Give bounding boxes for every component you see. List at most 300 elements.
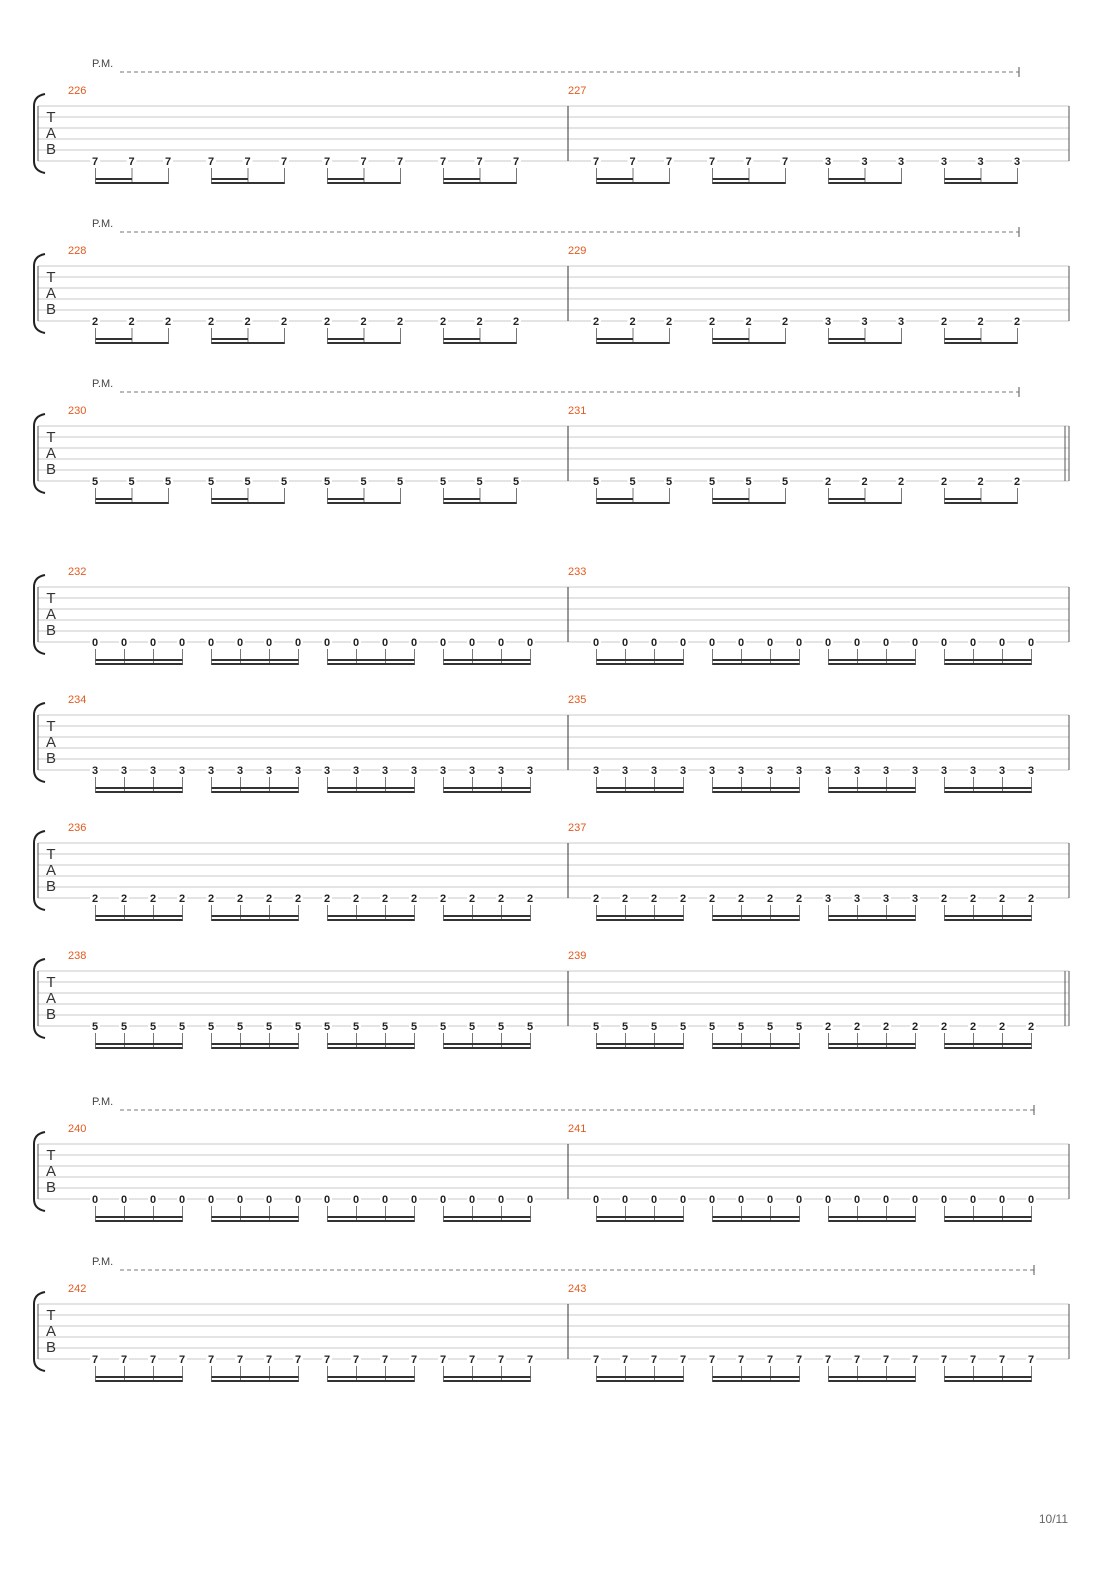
- fret-number: 3: [468, 765, 476, 777]
- fret-number: 3: [911, 893, 919, 905]
- fret-number: 2: [940, 893, 948, 905]
- beam-secondary: [444, 915, 531, 917]
- fret-number: 7: [178, 1354, 186, 1366]
- beam-secondary: [212, 498, 249, 500]
- beam-primary: [212, 919, 299, 921]
- beam-secondary: [96, 1216, 183, 1218]
- fret-number: 2: [164, 316, 172, 328]
- tab-clef-letter: A: [45, 734, 57, 751]
- tab-clef-letter: B: [45, 750, 57, 767]
- fret-number: 2: [853, 1021, 861, 1033]
- fret-number: 7: [665, 156, 673, 168]
- fret-number: 3: [526, 765, 534, 777]
- fret-number: 0: [708, 637, 716, 649]
- fret-number: 2: [207, 893, 215, 905]
- beam-primary: [713, 919, 800, 921]
- palm-mute-label: P.M.: [92, 378, 114, 390]
- beam-secondary: [96, 1043, 183, 1045]
- fret-number: 0: [236, 1194, 244, 1206]
- fret-number: 5: [737, 1021, 745, 1033]
- beam-secondary: [96, 498, 133, 500]
- tab-clef-letter: T: [46, 1307, 56, 1324]
- fret-number: 0: [998, 1194, 1006, 1206]
- bar-number: 230: [68, 405, 87, 417]
- beam-secondary: [328, 1043, 415, 1045]
- beam-primary: [829, 1047, 916, 1049]
- fret-number: 7: [149, 1354, 157, 1366]
- beam-primary: [829, 791, 916, 793]
- beam-primary: [444, 663, 531, 665]
- fret-number: 7: [998, 1354, 1006, 1366]
- fret-number: 3: [323, 765, 331, 777]
- fret-number: 7: [120, 1354, 128, 1366]
- fret-number: 0: [381, 1194, 389, 1206]
- beam-secondary: [96, 1376, 183, 1378]
- fret-number: 2: [650, 893, 658, 905]
- bar-number: 239: [568, 950, 587, 962]
- fret-number: 0: [737, 637, 745, 649]
- fret-number: 5: [476, 476, 483, 488]
- beam-primary: [713, 663, 800, 665]
- beam-primary: [713, 791, 800, 793]
- fret-number: 5: [323, 1021, 331, 1033]
- tab-clef-letter: A: [45, 606, 57, 623]
- beam-primary: [328, 791, 415, 793]
- beam-secondary: [829, 1376, 916, 1378]
- bar-number: 229: [568, 245, 587, 257]
- tab-clef-letter: B: [45, 461, 57, 478]
- fret-number: 3: [1027, 765, 1035, 777]
- fret-number: 7: [294, 1354, 302, 1366]
- beam-primary: [597, 1380, 684, 1382]
- beam-secondary: [829, 498, 866, 500]
- fret-number: 2: [882, 1021, 890, 1033]
- fret-number: 7: [940, 1354, 948, 1366]
- beam-primary: [945, 182, 1018, 184]
- fret-number: 7: [323, 1354, 331, 1366]
- beam-primary: [444, 1220, 531, 1222]
- fret-number: 3: [352, 765, 360, 777]
- beam-primary: [96, 502, 169, 504]
- beam-primary: [444, 919, 531, 921]
- fret-number: 7: [396, 156, 404, 168]
- tab-clef-letter: T: [46, 429, 56, 446]
- fret-number: 5: [323, 476, 331, 488]
- fret-number: 2: [91, 893, 99, 905]
- fret-number: 3: [853, 765, 861, 777]
- beam-secondary: [829, 787, 916, 789]
- fret-number: 3: [998, 765, 1006, 777]
- bar-number: 234: [68, 694, 87, 706]
- fret-number: 2: [236, 893, 244, 905]
- beam-secondary: [945, 1376, 1032, 1378]
- beam-secondary: [212, 787, 299, 789]
- beam-primary: [713, 182, 786, 184]
- fret-number: 0: [497, 637, 505, 649]
- fret-number: 3: [795, 765, 803, 777]
- fret-number: 7: [439, 1354, 447, 1366]
- beam-primary: [597, 791, 684, 793]
- beam-secondary: [444, 1216, 531, 1218]
- fret-number: 2: [294, 893, 302, 905]
- tab-clef-letter: B: [45, 141, 57, 158]
- fret-number: 3: [178, 765, 186, 777]
- fret-number: 5: [178, 1021, 186, 1033]
- beam-secondary: [945, 787, 1032, 789]
- beam-primary: [96, 1380, 183, 1382]
- beam-secondary: [597, 178, 634, 180]
- tab-clef-letter: T: [46, 718, 56, 735]
- fret-number: 3: [977, 156, 984, 168]
- fret-number: 3: [410, 765, 418, 777]
- fret-number: 0: [766, 1194, 774, 1206]
- fret-number: 5: [526, 1021, 534, 1033]
- beam-secondary: [597, 1216, 684, 1218]
- fret-number: 0: [679, 1194, 687, 1206]
- fret-number: 3: [911, 765, 919, 777]
- beam-secondary: [597, 915, 684, 917]
- beam-primary: [829, 1380, 916, 1382]
- beam-secondary: [713, 498, 750, 500]
- fret-number: 7: [781, 156, 789, 168]
- fret-number: 2: [512, 316, 520, 328]
- beam-secondary: [212, 1216, 299, 1218]
- bar-number: 235: [568, 694, 587, 706]
- fret-number: 0: [207, 1194, 215, 1206]
- fret-number: 0: [178, 637, 186, 649]
- fret-number: 2: [665, 316, 673, 328]
- fret-number: 3: [294, 765, 302, 777]
- fret-number: 5: [207, 1021, 215, 1033]
- beam-secondary: [713, 1216, 800, 1218]
- bar-number: 226: [68, 85, 87, 97]
- bar-number: 237: [568, 822, 587, 834]
- fret-number: 3: [824, 156, 832, 168]
- beam-primary: [96, 1047, 183, 1049]
- fret-number: 7: [592, 156, 600, 168]
- fret-number: 7: [164, 156, 172, 168]
- fret-number: 2: [244, 316, 251, 328]
- fret-number: 3: [766, 765, 774, 777]
- beam-primary: [597, 502, 670, 504]
- fret-number: 2: [592, 316, 600, 328]
- fret-number: 3: [236, 765, 244, 777]
- fret-number: 7: [969, 1354, 977, 1366]
- bar-number: 238: [68, 950, 87, 962]
- fret-number: 3: [861, 156, 868, 168]
- fret-number: 0: [468, 637, 476, 649]
- fret-number: 2: [207, 316, 215, 328]
- fret-number: 2: [592, 893, 600, 905]
- palm-mute-label: P.M.: [92, 1256, 114, 1268]
- fret-number: 0: [236, 637, 244, 649]
- beam-primary: [212, 791, 299, 793]
- beam-secondary: [945, 338, 982, 340]
- fret-number: 2: [396, 316, 404, 328]
- beam-primary: [597, 919, 684, 921]
- beam-secondary: [444, 787, 531, 789]
- fret-number: 0: [911, 1194, 919, 1206]
- fret-number: 2: [998, 893, 1006, 905]
- fret-number: 7: [882, 1354, 890, 1366]
- fret-number: 0: [621, 637, 629, 649]
- fret-number: 0: [1027, 637, 1035, 649]
- fret-number: 5: [679, 1021, 687, 1033]
- tab-clef-letter: B: [45, 1179, 57, 1196]
- beam-primary: [597, 1047, 684, 1049]
- fret-number: 3: [897, 156, 905, 168]
- beam-secondary: [713, 1376, 800, 1378]
- fret-number: 7: [650, 1354, 658, 1366]
- beam-secondary: [444, 1376, 531, 1378]
- fret-number: 2: [439, 316, 447, 328]
- tab-clef-letter: B: [45, 1006, 57, 1023]
- beam-secondary: [212, 1376, 299, 1378]
- fret-number: 5: [128, 476, 135, 488]
- fret-number: 0: [969, 1194, 977, 1206]
- beam-secondary: [212, 915, 299, 917]
- fret-number: 7: [911, 1354, 919, 1366]
- fret-number: 3: [853, 893, 861, 905]
- fret-number: 2: [977, 476, 984, 488]
- fret-number: 7: [439, 156, 447, 168]
- fret-number: 2: [861, 476, 868, 488]
- fret-number: 5: [439, 1021, 447, 1033]
- fret-number: 2: [468, 893, 476, 905]
- beam-primary: [444, 1047, 531, 1049]
- fret-number: 5: [381, 1021, 389, 1033]
- fret-number: 7: [853, 1354, 861, 1366]
- tab-clef-letter: B: [45, 878, 57, 895]
- fret-number: 0: [352, 637, 360, 649]
- bar-number: 236: [68, 822, 87, 834]
- fret-number: 0: [940, 1194, 948, 1206]
- fret-number: 0: [526, 1194, 534, 1206]
- fret-number: 3: [91, 765, 99, 777]
- beam-primary: [597, 1220, 684, 1222]
- beam-primary: [597, 182, 670, 184]
- beam-primary: [212, 182, 285, 184]
- fret-number: 7: [352, 1354, 360, 1366]
- fret-number: 5: [410, 1021, 418, 1033]
- fret-number: 2: [439, 893, 447, 905]
- fret-number: 0: [708, 1194, 716, 1206]
- beam-secondary: [212, 1043, 299, 1045]
- beam-primary: [597, 342, 670, 344]
- fret-number: 2: [1013, 316, 1021, 328]
- fret-number: 0: [323, 1194, 331, 1206]
- beam-secondary: [212, 178, 249, 180]
- beam-primary: [829, 663, 916, 665]
- fret-number: 5: [795, 1021, 803, 1033]
- fret-number: 2: [824, 476, 832, 488]
- fret-number: 3: [969, 765, 977, 777]
- beam-secondary: [829, 178, 866, 180]
- beam-primary: [96, 342, 169, 344]
- fret-number: 0: [352, 1194, 360, 1206]
- beam-primary: [212, 1047, 299, 1049]
- palm-mute-label: P.M.: [92, 218, 114, 230]
- fret-number: 2: [1013, 476, 1021, 488]
- fret-number: 0: [621, 1194, 629, 1206]
- fret-number: 3: [149, 765, 157, 777]
- fret-number: 0: [853, 1194, 861, 1206]
- beam-primary: [829, 919, 916, 921]
- fret-number: 7: [737, 1354, 745, 1366]
- fret-number: 2: [476, 316, 483, 328]
- fret-number: 0: [149, 1194, 157, 1206]
- tab-clef-letter: A: [45, 445, 57, 462]
- beam-primary: [212, 342, 285, 344]
- fret-number: 0: [766, 637, 774, 649]
- fret-number: 7: [128, 156, 135, 168]
- fret-number: 5: [294, 1021, 302, 1033]
- beam-secondary: [713, 915, 800, 917]
- fret-number: 0: [526, 637, 534, 649]
- tab-clef-letter: T: [46, 269, 56, 286]
- fret-number: 3: [1013, 156, 1021, 168]
- fret-number: 0: [911, 637, 919, 649]
- tab-clef-letter: T: [46, 590, 56, 607]
- tab-clef-letter: A: [45, 1323, 57, 1340]
- fret-number: 5: [265, 1021, 273, 1033]
- fret-number: 5: [360, 476, 367, 488]
- fret-number: 3: [940, 765, 948, 777]
- fret-number: 2: [410, 893, 418, 905]
- fret-number: 5: [708, 1021, 716, 1033]
- fret-number: 2: [969, 893, 977, 905]
- fret-number: 0: [998, 637, 1006, 649]
- fret-number: 3: [265, 765, 273, 777]
- fret-number: 2: [1027, 1021, 1035, 1033]
- fret-number: 3: [824, 765, 832, 777]
- fret-number: 2: [178, 893, 186, 905]
- palm-mute-label: P.M.: [92, 58, 114, 70]
- beam-primary: [328, 663, 415, 665]
- fret-number: 2: [91, 316, 99, 328]
- beam-secondary: [829, 1216, 916, 1218]
- fret-number: 2: [679, 893, 687, 905]
- beam-secondary: [713, 659, 800, 661]
- beam-secondary: [444, 338, 481, 340]
- bar-number: 241: [568, 1123, 587, 1135]
- fret-number: 7: [280, 156, 288, 168]
- fret-number: 0: [120, 637, 128, 649]
- beam-primary: [212, 502, 285, 504]
- fret-number: 3: [650, 765, 658, 777]
- beam-secondary: [444, 498, 481, 500]
- bar-number: 228: [68, 245, 87, 257]
- fret-number: 2: [766, 893, 774, 905]
- fret-number: 3: [592, 765, 600, 777]
- beam-primary: [597, 663, 684, 665]
- palm-mute-label: P.M.: [92, 1096, 114, 1108]
- fret-number: 7: [512, 156, 520, 168]
- fret-number: 3: [381, 765, 389, 777]
- fret-number: 5: [91, 1021, 99, 1033]
- fret-number: 0: [410, 637, 418, 649]
- beam-primary: [444, 502, 517, 504]
- fret-number: 5: [592, 476, 600, 488]
- fret-number: 5: [352, 1021, 360, 1033]
- fret-number: 7: [679, 1354, 687, 1366]
- beam-primary: [96, 663, 183, 665]
- beam-primary: [444, 182, 517, 184]
- fret-number: 0: [439, 637, 447, 649]
- beam-secondary: [328, 178, 365, 180]
- fret-number: 3: [621, 765, 629, 777]
- fret-number: 0: [381, 637, 389, 649]
- fret-number: 3: [824, 893, 832, 905]
- fret-number: 2: [323, 893, 331, 905]
- fret-number: 3: [824, 316, 832, 328]
- beam-secondary: [945, 659, 1032, 661]
- fret-number: 0: [679, 637, 687, 649]
- fret-number: 0: [207, 637, 215, 649]
- fret-number: 0: [149, 637, 157, 649]
- beam-secondary: [713, 338, 750, 340]
- beam-primary: [212, 1380, 299, 1382]
- beam-secondary: [328, 1376, 415, 1378]
- beam-secondary: [945, 1216, 1032, 1218]
- tab-clef-letter: A: [45, 990, 57, 1007]
- bar-number: 233: [568, 566, 587, 578]
- beam-primary: [945, 1220, 1032, 1222]
- tab-clef-letter: B: [45, 1339, 57, 1356]
- beam-primary: [829, 502, 902, 504]
- beam-secondary: [444, 178, 481, 180]
- fret-number: 5: [512, 476, 520, 488]
- beam-primary: [945, 1380, 1032, 1382]
- fret-number: 2: [940, 316, 948, 328]
- fret-number: 2: [824, 1021, 832, 1033]
- fret-number: 5: [650, 1021, 658, 1033]
- fret-number: 0: [265, 1194, 273, 1206]
- fret-number: 2: [940, 1021, 948, 1033]
- tab-clef-letter: T: [46, 1147, 56, 1164]
- fret-number: 0: [497, 1194, 505, 1206]
- beam-primary: [945, 1047, 1032, 1049]
- fret-number: 5: [149, 1021, 157, 1033]
- fret-number: 0: [795, 637, 803, 649]
- beam-primary: [328, 502, 401, 504]
- fret-number: 5: [396, 476, 404, 488]
- beam-secondary: [328, 338, 365, 340]
- beam-secondary: [829, 659, 916, 661]
- beam-secondary: [829, 1043, 916, 1045]
- beam-secondary: [328, 1216, 415, 1218]
- fret-number: 0: [120, 1194, 128, 1206]
- tab-clef-letter: B: [45, 301, 57, 318]
- fret-number: 5: [708, 476, 716, 488]
- fret-number: 5: [207, 476, 215, 488]
- bar-number: 231: [568, 405, 587, 417]
- fret-number: 3: [439, 765, 447, 777]
- fret-number: 2: [897, 476, 905, 488]
- beam-secondary: [328, 498, 365, 500]
- fret-number: 7: [207, 156, 215, 168]
- beam-primary: [328, 919, 415, 921]
- fret-number: 7: [621, 1354, 629, 1366]
- fret-number: 7: [526, 1354, 534, 1366]
- bar-number: 240: [68, 1123, 87, 1135]
- fret-number: 2: [708, 893, 716, 905]
- beam-primary: [328, 182, 401, 184]
- beam-secondary: [945, 178, 982, 180]
- fret-number: 0: [323, 637, 331, 649]
- fret-number: 5: [745, 476, 752, 488]
- fret-number: 7: [236, 1354, 244, 1366]
